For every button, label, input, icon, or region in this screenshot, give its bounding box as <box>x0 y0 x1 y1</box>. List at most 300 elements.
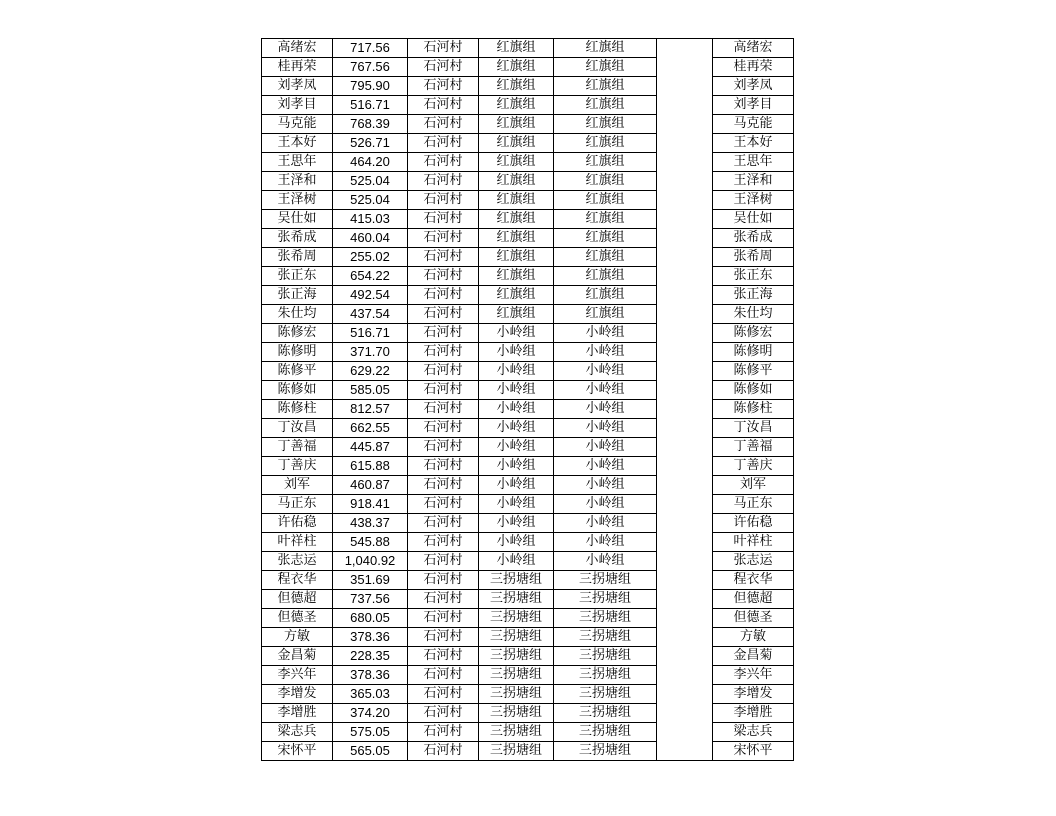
village-cell: 石河村 <box>408 438 479 457</box>
name-cell: 吴仕如 <box>262 210 333 229</box>
blank-cell <box>657 685 713 704</box>
name-cell: 张正海 <box>262 286 333 305</box>
group-cell-2: 三拐塘组 <box>554 742 657 761</box>
group-cell: 红旗组 <box>479 96 554 115</box>
amount-cell: 812.57 <box>333 400 408 419</box>
payee-cell: 宋怀平 <box>713 742 794 761</box>
blank-cell <box>657 552 713 571</box>
payee-cell: 朱仕均 <box>713 305 794 324</box>
amount-cell: 795.90 <box>333 77 408 96</box>
payee-cell: 陈修如 <box>713 381 794 400</box>
group-cell: 小岭组 <box>479 400 554 419</box>
payee-cell: 但德圣 <box>713 609 794 628</box>
name-cell: 丁善庆 <box>262 457 333 476</box>
amount-cell: 615.88 <box>333 457 408 476</box>
blank-cell <box>657 134 713 153</box>
group-cell-2: 红旗组 <box>554 286 657 305</box>
name-cell: 陈修如 <box>262 381 333 400</box>
amount-cell: 378.36 <box>333 666 408 685</box>
group-cell-2: 三拐塘组 <box>554 685 657 704</box>
blank-cell <box>657 514 713 533</box>
blank-cell <box>657 305 713 324</box>
village-cell: 石河村 <box>408 419 479 438</box>
payee-cell: 张正东 <box>713 267 794 286</box>
table-row <box>262 476 794 495</box>
blank-cell <box>657 609 713 628</box>
village-cell: 石河村 <box>408 153 479 172</box>
group-cell-2: 小岭组 <box>554 552 657 571</box>
table-row <box>262 153 794 172</box>
amount-cell: 255.02 <box>333 248 408 267</box>
group-cell: 三拐塘组 <box>479 742 554 761</box>
payee-cell: 叶祥柱 <box>713 533 794 552</box>
blank-cell <box>657 115 713 134</box>
group-cell: 红旗组 <box>479 229 554 248</box>
amount-cell: 415.03 <box>333 210 408 229</box>
table-row <box>262 267 794 286</box>
name-cell: 梁志兵 <box>262 723 333 742</box>
amount-cell: 492.54 <box>333 286 408 305</box>
name-cell: 丁善福 <box>262 438 333 457</box>
amount-cell: 629.22 <box>333 362 408 381</box>
group-cell-2: 小岭组 <box>554 457 657 476</box>
group-cell: 红旗组 <box>479 39 554 58</box>
name-cell: 许佑稳 <box>262 514 333 533</box>
name-cell: 张希成 <box>262 229 333 248</box>
table-body <box>262 39 794 761</box>
group-cell: 三拐塘组 <box>479 723 554 742</box>
group-cell: 小岭组 <box>479 343 554 362</box>
amount-cell: 460.87 <box>333 476 408 495</box>
village-cell: 石河村 <box>408 172 479 191</box>
payment-table <box>261 38 794 761</box>
group-cell: 小岭组 <box>479 476 554 495</box>
payee-cell: 陈修平 <box>713 362 794 381</box>
village-cell: 石河村 <box>408 362 479 381</box>
table-row <box>262 305 794 324</box>
table-row <box>262 362 794 381</box>
table-row <box>262 723 794 742</box>
group-cell: 红旗组 <box>479 115 554 134</box>
village-cell: 石河村 <box>408 286 479 305</box>
blank-cell <box>657 39 713 58</box>
group-cell: 红旗组 <box>479 134 554 153</box>
name-cell: 丁汝昌 <box>262 419 333 438</box>
group-cell-2: 小岭组 <box>554 324 657 343</box>
blank-cell <box>657 628 713 647</box>
group-cell: 小岭组 <box>479 457 554 476</box>
amount-cell: 378.36 <box>333 628 408 647</box>
group-cell-2: 三拐塘组 <box>554 704 657 723</box>
name-cell: 桂再荣 <box>262 58 333 77</box>
blank-cell <box>657 210 713 229</box>
payee-cell: 方敏 <box>713 628 794 647</box>
table-row <box>262 666 794 685</box>
payee-cell: 桂再荣 <box>713 58 794 77</box>
blank-cell <box>657 666 713 685</box>
table-row <box>262 704 794 723</box>
village-cell: 石河村 <box>408 609 479 628</box>
group-cell: 三拐塘组 <box>479 628 554 647</box>
group-cell: 三拐塘组 <box>479 647 554 666</box>
table-row <box>262 248 794 267</box>
name-cell: 马克能 <box>262 115 333 134</box>
table-row <box>262 457 794 476</box>
table-row <box>262 552 794 571</box>
payee-cell: 陈修明 <box>713 343 794 362</box>
blank-cell <box>657 343 713 362</box>
blank-cell <box>657 191 713 210</box>
amount-cell: 516.71 <box>333 96 408 115</box>
name-cell: 程衣华 <box>262 571 333 590</box>
village-cell: 石河村 <box>408 248 479 267</box>
table-row <box>262 229 794 248</box>
village-cell: 石河村 <box>408 590 479 609</box>
group-cell-2: 小岭组 <box>554 514 657 533</box>
table-row <box>262 286 794 305</box>
village-cell: 石河村 <box>408 495 479 514</box>
payee-cell: 刘孝目 <box>713 96 794 115</box>
payee-cell: 丁汝昌 <box>713 419 794 438</box>
group-cell: 小岭组 <box>479 419 554 438</box>
blank-cell <box>657 362 713 381</box>
village-cell: 石河村 <box>408 647 479 666</box>
table-row <box>262 571 794 590</box>
village-cell: 石河村 <box>408 400 479 419</box>
group-cell: 红旗组 <box>479 191 554 210</box>
payee-cell: 程衣华 <box>713 571 794 590</box>
blank-cell <box>657 400 713 419</box>
name-cell: 王思年 <box>262 153 333 172</box>
amount-cell: 371.70 <box>333 343 408 362</box>
group-cell-2: 小岭组 <box>554 533 657 552</box>
group-cell-2: 红旗组 <box>554 305 657 324</box>
blank-cell <box>657 96 713 115</box>
amount-cell: 525.04 <box>333 172 408 191</box>
blank-cell <box>657 457 713 476</box>
amount-cell: 460.04 <box>333 229 408 248</box>
payee-cell: 张希成 <box>713 229 794 248</box>
table-row <box>262 685 794 704</box>
blank-cell <box>657 419 713 438</box>
name-cell: 高绪宏 <box>262 39 333 58</box>
table-row <box>262 58 794 77</box>
name-cell: 李兴年 <box>262 666 333 685</box>
village-cell: 石河村 <box>408 685 479 704</box>
name-cell: 王泽树 <box>262 191 333 210</box>
payee-cell: 丁善庆 <box>713 457 794 476</box>
group-cell: 小岭组 <box>479 438 554 457</box>
table-row <box>262 590 794 609</box>
blank-cell <box>657 153 713 172</box>
name-cell: 张志运 <box>262 552 333 571</box>
group-cell-2: 三拐塘组 <box>554 666 657 685</box>
blank-cell <box>657 533 713 552</box>
village-cell: 石河村 <box>408 115 479 134</box>
group-cell-2: 红旗组 <box>554 77 657 96</box>
payee-cell: 张志运 <box>713 552 794 571</box>
village-cell: 石河村 <box>408 191 479 210</box>
payee-cell: 高绪宏 <box>713 39 794 58</box>
payee-cell: 王本好 <box>713 134 794 153</box>
amount-cell: 516.71 <box>333 324 408 343</box>
name-cell: 宋怀平 <box>262 742 333 761</box>
group-cell: 小岭组 <box>479 362 554 381</box>
table-row <box>262 438 794 457</box>
group-cell: 红旗组 <box>479 153 554 172</box>
group-cell: 红旗组 <box>479 172 554 191</box>
amount-cell: 365.03 <box>333 685 408 704</box>
group-cell: 三拐塘组 <box>479 704 554 723</box>
village-cell: 石河村 <box>408 704 479 723</box>
village-cell: 石河村 <box>408 742 479 761</box>
name-cell: 刘孝凤 <box>262 77 333 96</box>
amount-cell: 526.71 <box>333 134 408 153</box>
payee-cell: 李兴年 <box>713 666 794 685</box>
village-cell: 石河村 <box>408 77 479 96</box>
blank-cell <box>657 381 713 400</box>
group-cell: 小岭组 <box>479 533 554 552</box>
payee-cell: 丁善福 <box>713 438 794 457</box>
amount-cell: 767.56 <box>333 58 408 77</box>
group-cell-2: 小岭组 <box>554 419 657 438</box>
group-cell: 小岭组 <box>479 324 554 343</box>
group-cell: 小岭组 <box>479 514 554 533</box>
name-cell: 方敏 <box>262 628 333 647</box>
name-cell: 但德超 <box>262 590 333 609</box>
group-cell-2: 红旗组 <box>554 134 657 153</box>
name-cell: 陈修平 <box>262 362 333 381</box>
group-cell-2: 小岭组 <box>554 381 657 400</box>
table-row <box>262 533 794 552</box>
village-cell: 石河村 <box>408 381 479 400</box>
table-row <box>262 381 794 400</box>
blank-cell <box>657 495 713 514</box>
name-cell: 叶祥柱 <box>262 533 333 552</box>
blank-cell <box>657 324 713 343</box>
payee-cell: 王思年 <box>713 153 794 172</box>
village-cell: 石河村 <box>408 229 479 248</box>
table-row <box>262 628 794 647</box>
name-cell: 金昌菊 <box>262 647 333 666</box>
village-cell: 石河村 <box>408 343 479 362</box>
payee-cell: 陈修柱 <box>713 400 794 419</box>
payee-cell: 刘孝凤 <box>713 77 794 96</box>
village-cell: 石河村 <box>408 39 479 58</box>
name-cell: 陈修宏 <box>262 324 333 343</box>
group-cell: 红旗组 <box>479 305 554 324</box>
payee-cell: 张正海 <box>713 286 794 305</box>
group-cell-2: 小岭组 <box>554 476 657 495</box>
payee-cell: 李增发 <box>713 685 794 704</box>
amount-cell: 445.87 <box>333 438 408 457</box>
amount-cell: 680.05 <box>333 609 408 628</box>
payee-cell: 马正东 <box>713 495 794 514</box>
village-cell: 石河村 <box>408 476 479 495</box>
table-row <box>262 514 794 533</box>
village-cell: 石河村 <box>408 210 479 229</box>
payee-cell: 刘军 <box>713 476 794 495</box>
blank-cell <box>657 77 713 96</box>
group-cell: 三拐塘组 <box>479 666 554 685</box>
name-cell: 陈修明 <box>262 343 333 362</box>
group-cell: 三拐塘组 <box>479 590 554 609</box>
blank-cell <box>657 248 713 267</box>
village-cell: 石河村 <box>408 324 479 343</box>
name-cell: 刘孝目 <box>262 96 333 115</box>
table-row <box>262 495 794 514</box>
table-row <box>262 742 794 761</box>
payee-cell: 陈修宏 <box>713 324 794 343</box>
group-cell-2: 小岭组 <box>554 362 657 381</box>
amount-cell: 737.56 <box>333 590 408 609</box>
name-cell: 马正东 <box>262 495 333 514</box>
name-cell: 李增胜 <box>262 704 333 723</box>
table-row <box>262 39 794 58</box>
name-cell: 刘军 <box>262 476 333 495</box>
amount-cell: 717.56 <box>333 39 408 58</box>
group-cell-2: 红旗组 <box>554 115 657 134</box>
village-cell: 石河村 <box>408 723 479 742</box>
amount-cell: 565.05 <box>333 742 408 761</box>
village-cell: 石河村 <box>408 134 479 153</box>
group-cell: 小岭组 <box>479 495 554 514</box>
group-cell-2: 红旗组 <box>554 58 657 77</box>
amount-cell: 351.69 <box>333 571 408 590</box>
group-cell-2: 三拐塘组 <box>554 647 657 666</box>
payee-cell: 许佑稳 <box>713 514 794 533</box>
group-cell-2: 三拐塘组 <box>554 590 657 609</box>
amount-cell: 545.88 <box>333 533 408 552</box>
group-cell-2: 红旗组 <box>554 210 657 229</box>
amount-cell: 585.05 <box>333 381 408 400</box>
village-cell: 石河村 <box>408 457 479 476</box>
group-cell-2: 三拐塘组 <box>554 628 657 647</box>
group-cell-2: 小岭组 <box>554 343 657 362</box>
payee-cell: 但德超 <box>713 590 794 609</box>
amount-cell: 575.05 <box>333 723 408 742</box>
payee-cell: 马克能 <box>713 115 794 134</box>
amount-cell: 662.55 <box>333 419 408 438</box>
name-cell: 张正东 <box>262 267 333 286</box>
table-row <box>262 324 794 343</box>
payee-cell: 王泽树 <box>713 191 794 210</box>
name-cell: 张希周 <box>262 248 333 267</box>
table-row <box>262 134 794 153</box>
group-cell-2: 红旗组 <box>554 229 657 248</box>
group-cell-2: 三拐塘组 <box>554 609 657 628</box>
table-row <box>262 191 794 210</box>
blank-cell <box>657 476 713 495</box>
village-cell: 石河村 <box>408 96 479 115</box>
payee-cell: 吴仕如 <box>713 210 794 229</box>
village-cell: 石河村 <box>408 628 479 647</box>
blank-cell <box>657 267 713 286</box>
group-cell-2: 小岭组 <box>554 400 657 419</box>
group-cell: 红旗组 <box>479 267 554 286</box>
name-cell: 陈修柱 <box>262 400 333 419</box>
village-cell: 石河村 <box>408 58 479 77</box>
name-cell: 李增发 <box>262 685 333 704</box>
village-cell: 石河村 <box>408 533 479 552</box>
amount-cell: 464.20 <box>333 153 408 172</box>
blank-cell <box>657 229 713 248</box>
blank-cell <box>657 286 713 305</box>
group-cell-2: 红旗组 <box>554 248 657 267</box>
group-cell-2: 红旗组 <box>554 96 657 115</box>
group-cell: 小岭组 <box>479 552 554 571</box>
village-cell: 石河村 <box>408 267 479 286</box>
group-cell-2: 三拐塘组 <box>554 723 657 742</box>
village-cell: 石河村 <box>408 552 479 571</box>
group-cell-2: 红旗组 <box>554 191 657 210</box>
table-row <box>262 115 794 134</box>
group-cell-2: 红旗组 <box>554 39 657 58</box>
table-row <box>262 343 794 362</box>
village-cell: 石河村 <box>408 571 479 590</box>
group-cell-2: 三拐塘组 <box>554 571 657 590</box>
name-cell: 王泽和 <box>262 172 333 191</box>
payee-cell: 金昌菊 <box>713 647 794 666</box>
group-cell: 红旗组 <box>479 58 554 77</box>
group-cell: 三拐塘组 <box>479 685 554 704</box>
name-cell: 朱仕均 <box>262 305 333 324</box>
blank-cell <box>657 704 713 723</box>
group-cell: 三拐塘组 <box>479 609 554 628</box>
payee-cell: 王泽和 <box>713 172 794 191</box>
group-cell-2: 红旗组 <box>554 153 657 172</box>
group-cell-2: 小岭组 <box>554 495 657 514</box>
payee-cell: 张希周 <box>713 248 794 267</box>
village-cell: 石河村 <box>408 514 479 533</box>
table-row <box>262 172 794 191</box>
amount-cell: 438.37 <box>333 514 408 533</box>
group-cell: 红旗组 <box>479 210 554 229</box>
blank-cell <box>657 647 713 666</box>
amount-cell: 768.39 <box>333 115 408 134</box>
table-row <box>262 96 794 115</box>
name-cell: 但德圣 <box>262 609 333 628</box>
amount-cell: 437.54 <box>333 305 408 324</box>
table-row <box>262 210 794 229</box>
group-cell-2: 小岭组 <box>554 438 657 457</box>
blank-cell <box>657 742 713 761</box>
table-row <box>262 400 794 419</box>
amount-cell: 918.41 <box>333 495 408 514</box>
amount-cell: 374.20 <box>333 704 408 723</box>
group-cell-2: 红旗组 <box>554 172 657 191</box>
blank-cell <box>657 723 713 742</box>
group-cell: 小岭组 <box>479 381 554 400</box>
blank-cell <box>657 58 713 77</box>
blank-cell <box>657 571 713 590</box>
blank-cell <box>657 590 713 609</box>
table-row <box>262 609 794 628</box>
amount-cell: 228.35 <box>333 647 408 666</box>
table-row <box>262 77 794 96</box>
group-cell: 红旗组 <box>479 286 554 305</box>
table-row <box>262 419 794 438</box>
blank-cell <box>657 438 713 457</box>
amount-cell: 654.22 <box>333 267 408 286</box>
group-cell: 红旗组 <box>479 248 554 267</box>
group-cell-2: 红旗组 <box>554 267 657 286</box>
group-cell: 三拐塘组 <box>479 571 554 590</box>
village-cell: 石河村 <box>408 305 479 324</box>
group-cell: 红旗组 <box>479 77 554 96</box>
name-cell: 王本好 <box>262 134 333 153</box>
table-row <box>262 647 794 666</box>
